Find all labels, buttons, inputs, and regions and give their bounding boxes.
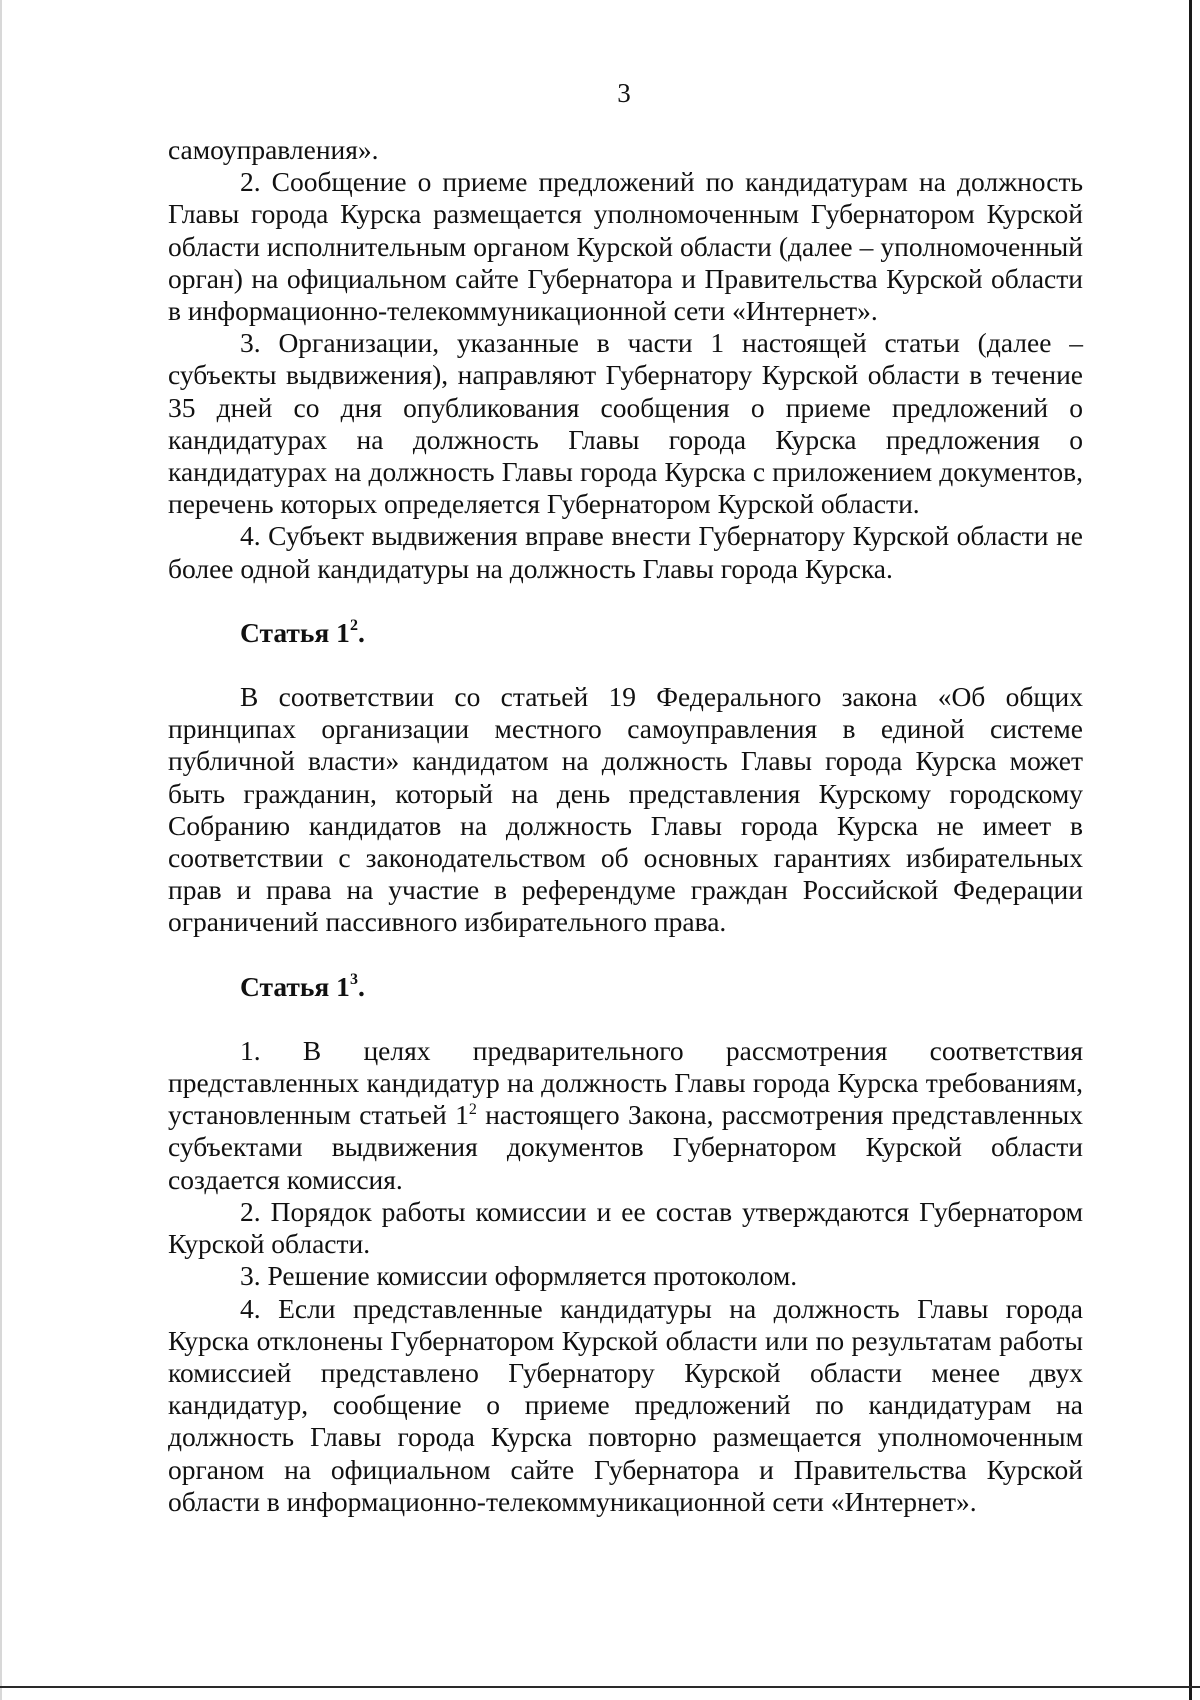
spacer [168,939,1083,971]
page-number: 3 [617,78,631,108]
paragraph-item-2: 2. Сообщение о приеме предложений по кандидатурам на должность Главы города Курска размещается уполномоченным Губернатором Курской области исполнительным органом Курской области (далее – уполномоченный орган) на официальном сайте Губернатора и Правительства Курской области в информационно-телекоммуникационной сети «Интернет». [168,166,1083,327]
article-1-3-item-3: 3. Решение комиссии оформляется протоколом. [240,1260,798,1292]
article-1-3-item-1 [168,1035,1083,1196]
article-heading-sup: 2 [349,616,358,634]
page-right-edge [1189,0,1192,1700]
article-heading-dot: . [357,616,365,648]
article-1-2-text: В соответствии со статьей 19 Федерального закона «Об общих принципах организации местного самоуправления в единой системе публичной власти» кандидатом на должность Главы города Курска может быть гражданин, который на день представления Курскому городскому Собранию кандидатов на должность Главы города Курска не имеет в соответствии с законодательством об основных гарантиях избирательных прав и права на участие в референдуме граждан Российской Федерации ограничений пассивного избирательного права. [168,681,1083,938]
article-heading-1-2 [168,617,1083,649]
article-heading-text: Статья 1 [240,970,350,1002]
spacer [168,1003,1083,1035]
document-body [168,134,1083,1518]
paragraph-continuation: самоуправления». [168,134,379,165]
item-1-sup: 2 [468,1101,477,1119]
article-heading-sup: 3 [349,970,358,988]
paragraph-item-3: 3. Организации, указанные в части 1 настоящей статьи (далее – субъекты выдвижения), направляют Губернатору Курской области в течение 35 дней со дня опубликования сообщения о приеме предложений о кандидатурах на должность Главы города Курска предложения о кандидатурах на должность Главы города Курска с приложением документов, перечень которых определяется Губернатором Курской области. [168,327,1083,520]
article-1-3-item-4: 4. Если представленные кандидатуры на должность Главы города Курска отклонены Губернатором Курской области или по результатам работы комиссией представлено Губернатору Курской области менее двух кандидатур, сообщение о приеме предложений по кандидатурам на должность Главы города Курска повторно размещается уполномоченным органом на официальном сайте Губернатора и Правительства Курской области в информационно-телекоммуникационной сети «Интернет». [168,1292,1083,1517]
page-bottom-edge [0,1686,1200,1688]
item-1-text-a: 1. В целях предварительного рассмотрения соответствия представленных кандидатур на должность Главы города Курска требованиям, установленным статьей 1 [168,1034,1083,1131]
item-1-text-b: настоящего Закона, рассмотрения представленных субъектами выдвижения документов Губернатором Курской области создается комиссия. [168,1099,1083,1195]
article-heading-dot: . [357,970,365,1002]
spacer [168,585,1083,617]
paragraph-item-4: 4. Субъект выдвижения вправе внести Губернатору Курской области не более одной кандидатуры на должность Главы города Курска. [168,520,1083,584]
article-heading-1-3 [168,971,1083,1003]
spacer [168,649,1083,681]
article-heading-text: Статья 1 [240,616,350,648]
article-1-3-item-2: 2. Порядок работы комиссии и ее состав утверждаются Губернатором Курской области. [168,1195,1083,1260]
page-left-edge [0,0,2,1700]
